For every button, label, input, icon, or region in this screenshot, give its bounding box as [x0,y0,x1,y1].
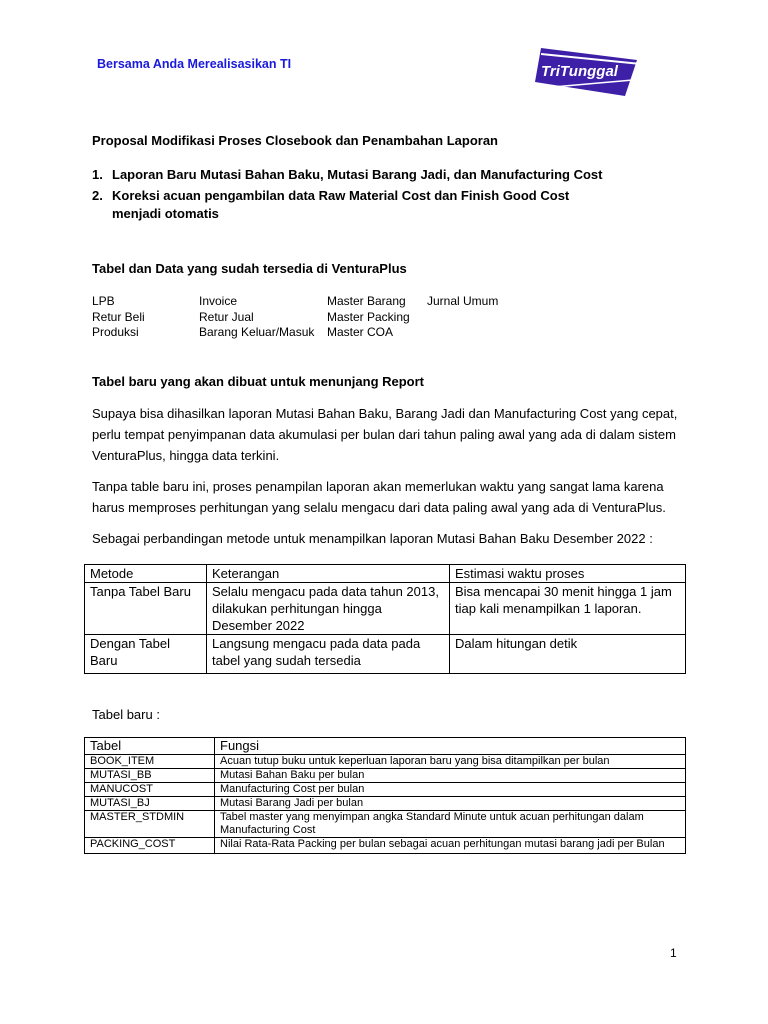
data-item: Master COA [327,325,394,339]
table-row [85,635,686,674]
table-cell: Tanpa Tabel Baru [85,583,207,635]
logo-text: TriTunggal [541,63,618,80]
data-item: Barang Keluar/Masuk [199,325,315,339]
table-cell: MANUCOST [85,783,215,797]
table-cell: Selalu mengacu pada data tahun 2013, dilakukan perhitungan hingga Desember 2022 [207,583,450,635]
section-heading-existing: Tabel dan Data yang sudah tersedia di VenturaPlus [92,261,407,276]
table-row [85,838,686,854]
table-cell: BOOK_ITEM [85,755,215,769]
paragraph: Sebagai perbandingan metode untuk menampilkan laporan Mutasi Bahan Baku Desember 2022 : [92,531,653,546]
table-cell: Acuan tutup buku untuk keperluan laporan baru yang bisa ditampilkan per bulan [215,755,686,769]
table-cell: Manufacturing Cost per bulan [215,783,686,797]
table-cell: MUTASI_BB [85,769,215,783]
paragraph: Supaya bisa dihasilkan laporan Mutasi Bahan Baku, Barang Jadi dan Manufacturing Cost yang cepat, perlu tempat penyimpanan data akumulasi per bulan dari tahun paling awal yang ada di dalam sistem VenturaPlus, hingga data terkini. [92,406,678,463]
data-item: Invoice [199,294,238,308]
page-number: 1 [670,946,677,960]
new-tables-label: Tabel baru : [92,707,160,722]
table-row [85,583,686,635]
table-cell: Mutasi Bahan Baku per bulan [215,769,686,783]
new-tables-table [84,737,686,854]
table-header-row [85,738,686,755]
list-text: Koreksi acuan pengambilan data Raw Material Cost dan Finish Good Cost menjadi otomatis [112,188,570,221]
table-header-cell: Fungsi [215,738,686,755]
table-header-row [85,565,686,583]
proposal-title: Proposal Modifikasi Proses Closebook dan Penambahan Laporan [92,133,498,148]
table-cell: Dalam hitungan detik [450,635,686,674]
table-row [85,783,686,797]
list-number: 1. [92,167,103,182]
data-item: Produksi [92,325,139,339]
table-cell: Tabel master yang menyimpan angka Standard Minute untuk acuan perhitungan dalam Manufacturing Cost [215,811,686,838]
table-row [85,811,686,838]
table-header-cell: Tabel [85,738,215,755]
tritunggal-logo [533,42,641,98]
table-cell: MUTASI_BJ [85,797,215,811]
table-cell: MASTER_STDMIN [85,811,215,838]
data-item: Jurnal Umum [427,294,499,308]
list-item [92,187,612,223]
section-heading-new: Tabel baru yang akan dibuat untuk menunjang Report [92,374,425,389]
table-cell: Bisa mencapai 30 menit hingga 1 jam tiap kali menampilkan 1 laporan. [450,583,686,635]
data-item: Retur Beli [92,309,145,324]
paragraph: Tanpa table baru ini, proses penampilan laporan akan memerlukan waktu yang sangat lama karena harus memproses perhitungan yang selalu mengacu dari data paling awal yang ada di VenturaPlus. [92,479,666,515]
table-cell: PACKING_COST [85,838,215,854]
data-item: Master Barang [327,294,406,308]
table-row [85,797,686,811]
table-cell: Langsung mengacu pada data pada tabel yang sudah tersedia [207,635,450,674]
data-item: Retur Jual [199,309,254,324]
table-row [85,769,686,783]
table-cell: Dengan Tabel Baru [85,635,207,674]
table-header-cell: Estimasi waktu proses [450,565,686,583]
table-header-cell: Metode [85,565,207,583]
data-item: Master Packing [327,309,410,324]
table-cell: Nilai Rata-Rata Packing per bulan sebagai acuan perhitungan mutasi barang jadi per Bulan [215,838,686,854]
comparison-table [84,564,686,674]
data-item: LPB [92,294,115,308]
list-item [92,166,612,184]
table-cell: Mutasi Barang Jadi per bulan [215,797,686,811]
table-header-cell: Keterangan [207,565,450,583]
list-text: Laporan Baru Mutasi Bahan Baku, Mutasi Barang Jadi, dan Manufacturing Cost [112,167,603,182]
numbered-list [92,166,612,226]
list-number: 2. [92,188,103,203]
tagline: Bersama Anda Merealisasikan TI [97,57,292,71]
table-row [85,755,686,769]
